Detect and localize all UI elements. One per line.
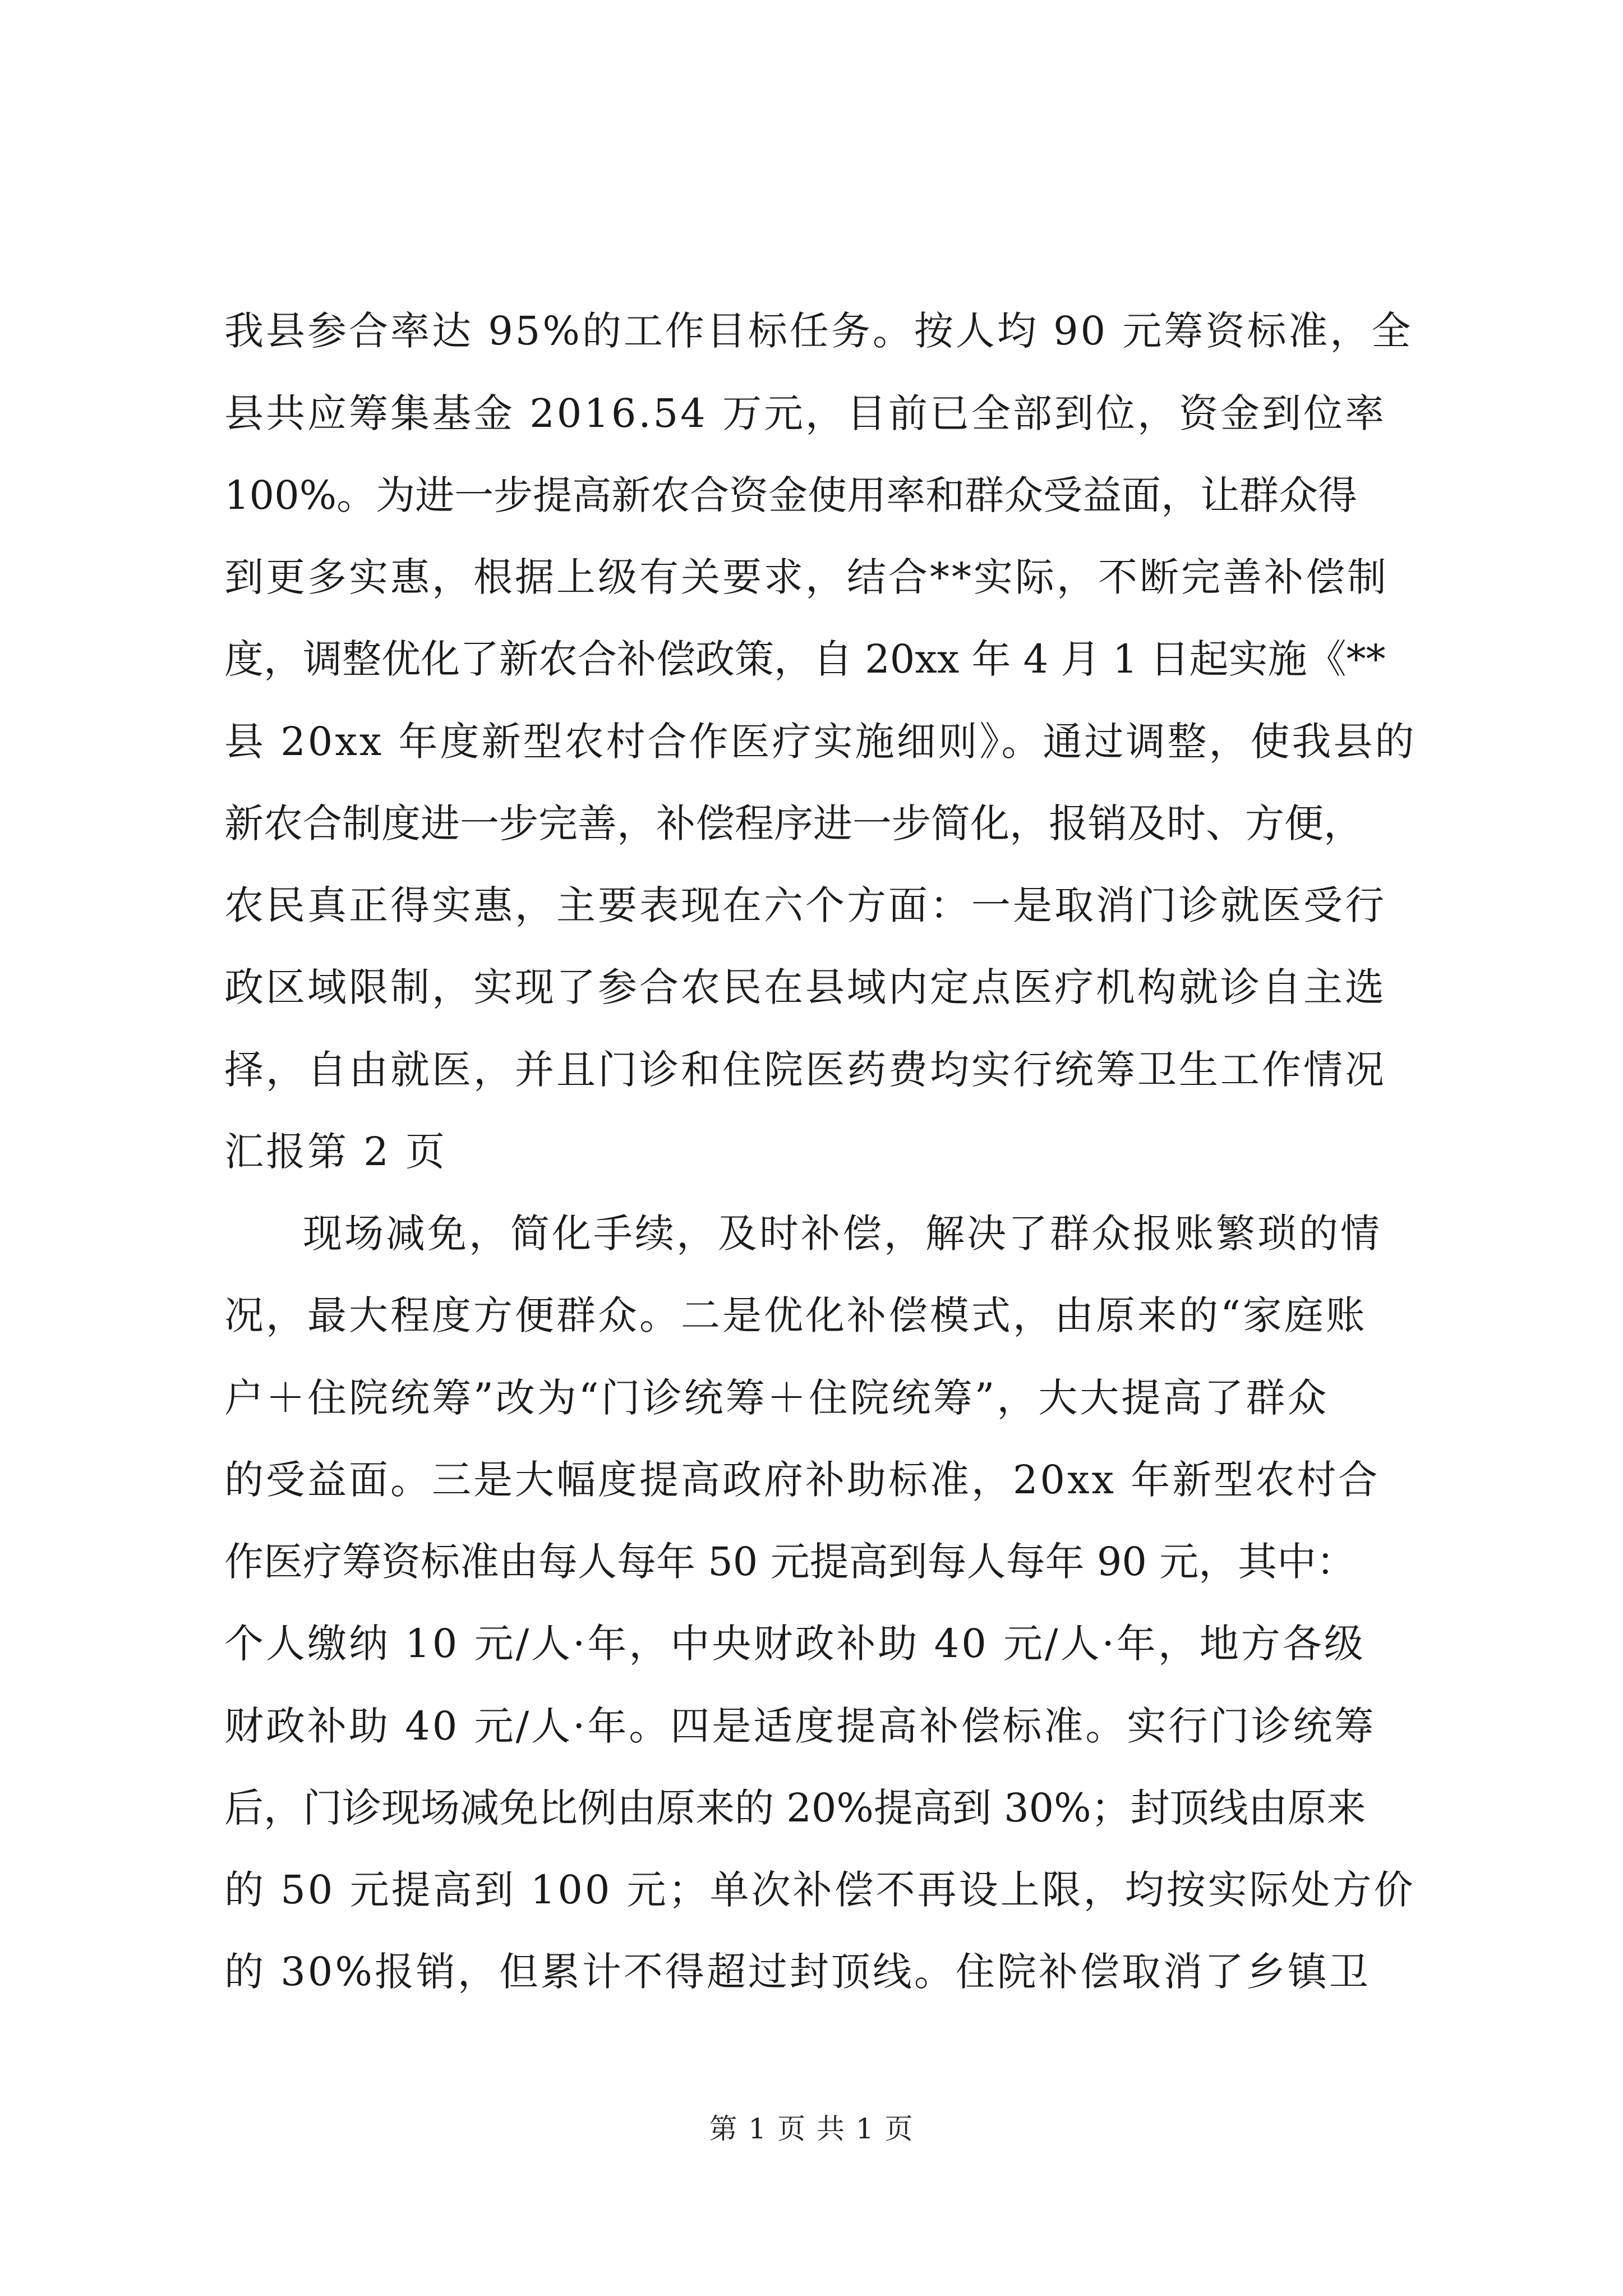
body-line-10: 择，自由就医，并且门诊和住院医药费均实行统筹卫生工作情况 <box>224 1047 1386 1093</box>
page-number-footer: 第 1 页 共 1 页 <box>709 2113 914 2145</box>
body-line-21: 的 30%报销，但累计不得超过封顶线。住院补偿取消了乡镇卫 <box>224 1949 1371 1995</box>
body-line-5: 度，调整优化了新农合补偿政策，自 20xx 年 4 月 1 日起实施《** <box>224 636 1386 682</box>
body-line-1: 我县参合率达 95%的工作目标任务。按人均 90 元筹资标准，全 <box>224 308 1413 354</box>
body-line-18: 财政补助 40 元/人·年。四是适度提高补偿标准。实行门诊统筹 <box>224 1703 1376 1749</box>
body-line-14: 户＋住院统筹”改为“门诊统筹＋住院统筹”，大大提高了群众 <box>224 1375 1329 1421</box>
body-line-13: 况，最大程度方便群众。二是优化补偿模式，由原来的“家庭账 <box>224 1292 1367 1338</box>
body-line-16: 作医疗筹资标准由每人每年 50 元提高到每人每年 90 元，其中： <box>224 1539 1356 1585</box>
body-line-19: 后，门诊现场减免比例由原来的 20%提高到 30%；封顶线由原来 <box>224 1785 1366 1831</box>
body-line-9: 政区域限制，实现了参合农民在县域内定点医疗机构就诊自主选 <box>224 964 1386 1010</box>
body-line-20: 的 50 元提高到 100 元；单次补偿不再设上限，均按实际处方价 <box>224 1867 1415 1913</box>
body-line-11: 汇报第 2 页 <box>224 1129 448 1175</box>
body-line-2: 县共应筹集基金 2016.54 万元，目前已全部到位，资金到位率 <box>224 390 1386 436</box>
body-line-17: 个人缴纳 10 元/人·年，中央财政补助 40 元/人·年，地方各级 <box>224 1621 1366 1667</box>
paragraph-2-first-line: 现场减免，简化手续，及时补偿，解决了群众报账繁琐的情 <box>303 1211 1382 1257</box>
body-line-7: 新农合制度进一步完善，补偿程序进一步简化，报销及时、方便， <box>224 800 1363 846</box>
body-line-3: 100%。为进一步提高新农合资金使用率和群众受益面，让群众得 <box>224 472 1358 518</box>
body-line-8: 农民真正得实惠，主要表现在六个方面：一是取消门诊就医受行 <box>224 882 1386 928</box>
body-line-15: 的受益面。三是大幅度提高政府补助标准，20xx 年新型农村合 <box>224 1457 1380 1503</box>
body-line-6: 县 20xx 年度新型农村合作医疗实施细则》。通过调整，使我县的 <box>224 719 1417 765</box>
body-line-4: 到更多实惠，根据上级有关要求，结合**实际，不断完善补偿制 <box>224 554 1389 600</box>
